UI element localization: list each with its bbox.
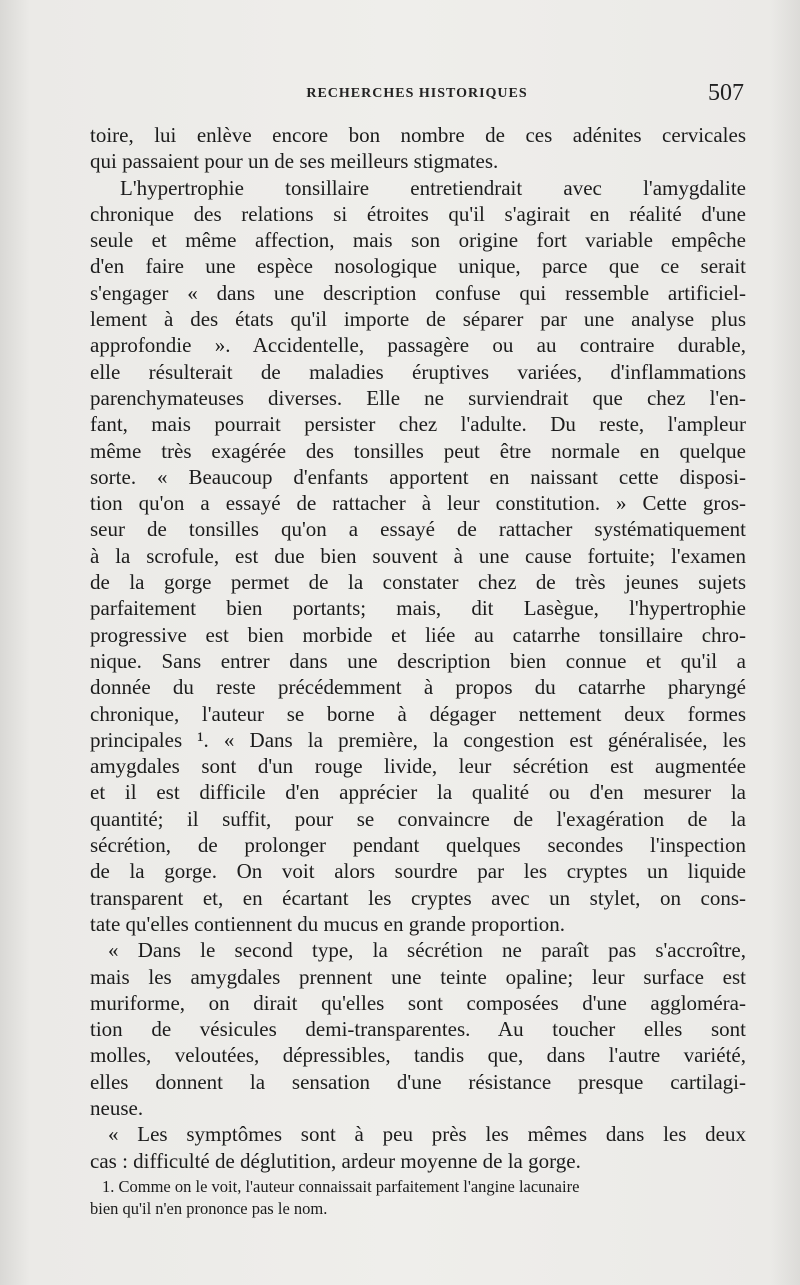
- text-line: principales ¹. « Dans la première, la congestion est généralisée, les: [90, 727, 746, 752]
- text-line: « Les symptômes sont à peu près les mêmes dans les deux: [108, 1122, 746, 1147]
- text-line: muriforme, on dirait qu'elles sont composées d'une aggloméra-: [90, 990, 746, 1015]
- text-line: chronique des relations si étroites qu'il s'agirait en réalité d'une: [90, 201, 746, 226]
- page-number: 507: [708, 80, 744, 106]
- text-line: à la scrofule, est due bien souvent à une cause fortuite; l'examen: [90, 543, 746, 568]
- text-line: de la gorge. On voit alors sourdre par les cryptes un liquide: [90, 859, 746, 884]
- text-line: amygdales sont d'un rouge livide, leur sécrétion est augmentée: [90, 754, 746, 779]
- text-line: tion qu'on a essayé de rattacher à leur constitution. » Cette gros-: [90, 491, 746, 516]
- text-line: fant, mais pourrait persister chez l'adulte. Du reste, l'ampleur: [90, 412, 746, 437]
- text-line: tate qu'elles contiennent du mucus en grande proportion.: [90, 911, 565, 936]
- running-head: RECHERCHES HISTORIQUES: [306, 86, 528, 101]
- text-line: seur de tonsilles qu'on a essayé de rattacher systématiquement: [90, 517, 746, 542]
- text-line: de la gorge permet de la constater chez de très jeunes sujets: [90, 570, 746, 595]
- footnote-line: 1. Comme on le voit, l'auteur connaissait parfaitement l'angine lacunaire: [102, 1177, 580, 1196]
- text-line: lement à des états qu'il importe de séparer par une analyse plus: [90, 307, 746, 332]
- footnote-line: bien qu'il n'en prononce pas le nom.: [90, 1199, 328, 1218]
- text-line: approfondie ». Accidentelle, passagère ou au contraire durable,: [90, 333, 746, 358]
- text-line: quantité; il suffit, pour se convaincre de l'exagération de la: [90, 806, 746, 831]
- text-line: donnée du reste précédemment à propos du catarrhe pharyngé: [90, 675, 746, 700]
- text-line: d'en faire une espèce nosologique unique, parce que ce serait: [90, 254, 746, 279]
- text-line: sorte. « Beaucoup d'enfants apportent en naissant cette disposi-: [90, 464, 746, 489]
- footnotes: [90, 1176, 750, 1220]
- text-line: nique. Sans entrer dans une description bien connue et qu'il a: [90, 648, 746, 673]
- text-line: transparent et, en écartant les cryptes avec un stylet, on cons-: [90, 885, 746, 910]
- text-line: mais les amygdales prennent une teinte opaline; leur surface est: [90, 964, 746, 989]
- text-line: sécrétion, de prolonger pendant quelques secondes l'inspection: [90, 833, 746, 858]
- text-line: qui passaient pour un de ses meilleurs stigmates.: [90, 149, 499, 174]
- text-line: neuse.: [90, 1095, 144, 1120]
- text-line: seule et même affection, mais son origine fort variable empêche: [90, 228, 746, 253]
- text-line: toire, lui enlève encore bon nombre de ces adénites cervicales: [90, 123, 746, 147]
- page-header: [90, 80, 744, 112]
- text-line: progressive est bien morbide et liée au catarrhe tonsillaire chro-: [90, 622, 746, 647]
- text-line: chronique, l'auteur se borne à dégager nettement deux formes: [90, 701, 746, 726]
- text-line: molles, veloutées, dépressibles, tandis que, dans l'autre variété,: [90, 1043, 746, 1068]
- text-line: parenchymateuses diverses. Elle ne surviendrait que chez l'en-: [90, 385, 746, 410]
- text-line: cas : difficulté de déglutition, ardeur moyenne de la gorge.: [90, 1148, 581, 1173]
- text-line: tion de vésicules demi-transparentes. Au toucher elles sont: [90, 1017, 746, 1042]
- text-line: même très exagérée des tonsilles peut être normale en quelque: [90, 438, 746, 463]
- text-line: parfaitement bien portants; mais, dit Lasègue, l'hypertrophie: [90, 596, 746, 621]
- text-line: et il est difficile d'en apprécier la qualité ou d'en mesurer la: [90, 780, 746, 805]
- text-line: s'engager « dans une description confuse qui ressemble artificiel-: [90, 280, 746, 305]
- text-line: elle résulterait de maladies éruptives variées, d'inflammations: [90, 359, 746, 384]
- text-line: elles donnent la sensation d'une résistance presque cartilagi-: [90, 1069, 746, 1094]
- body-text: [90, 122, 746, 1174]
- text-line: L'hypertrophie tonsillaire entretiendrait avec l'amygdalite: [120, 175, 746, 200]
- text-line: « Dans le second type, la sécrétion ne paraît pas s'accroître,: [108, 938, 746, 963]
